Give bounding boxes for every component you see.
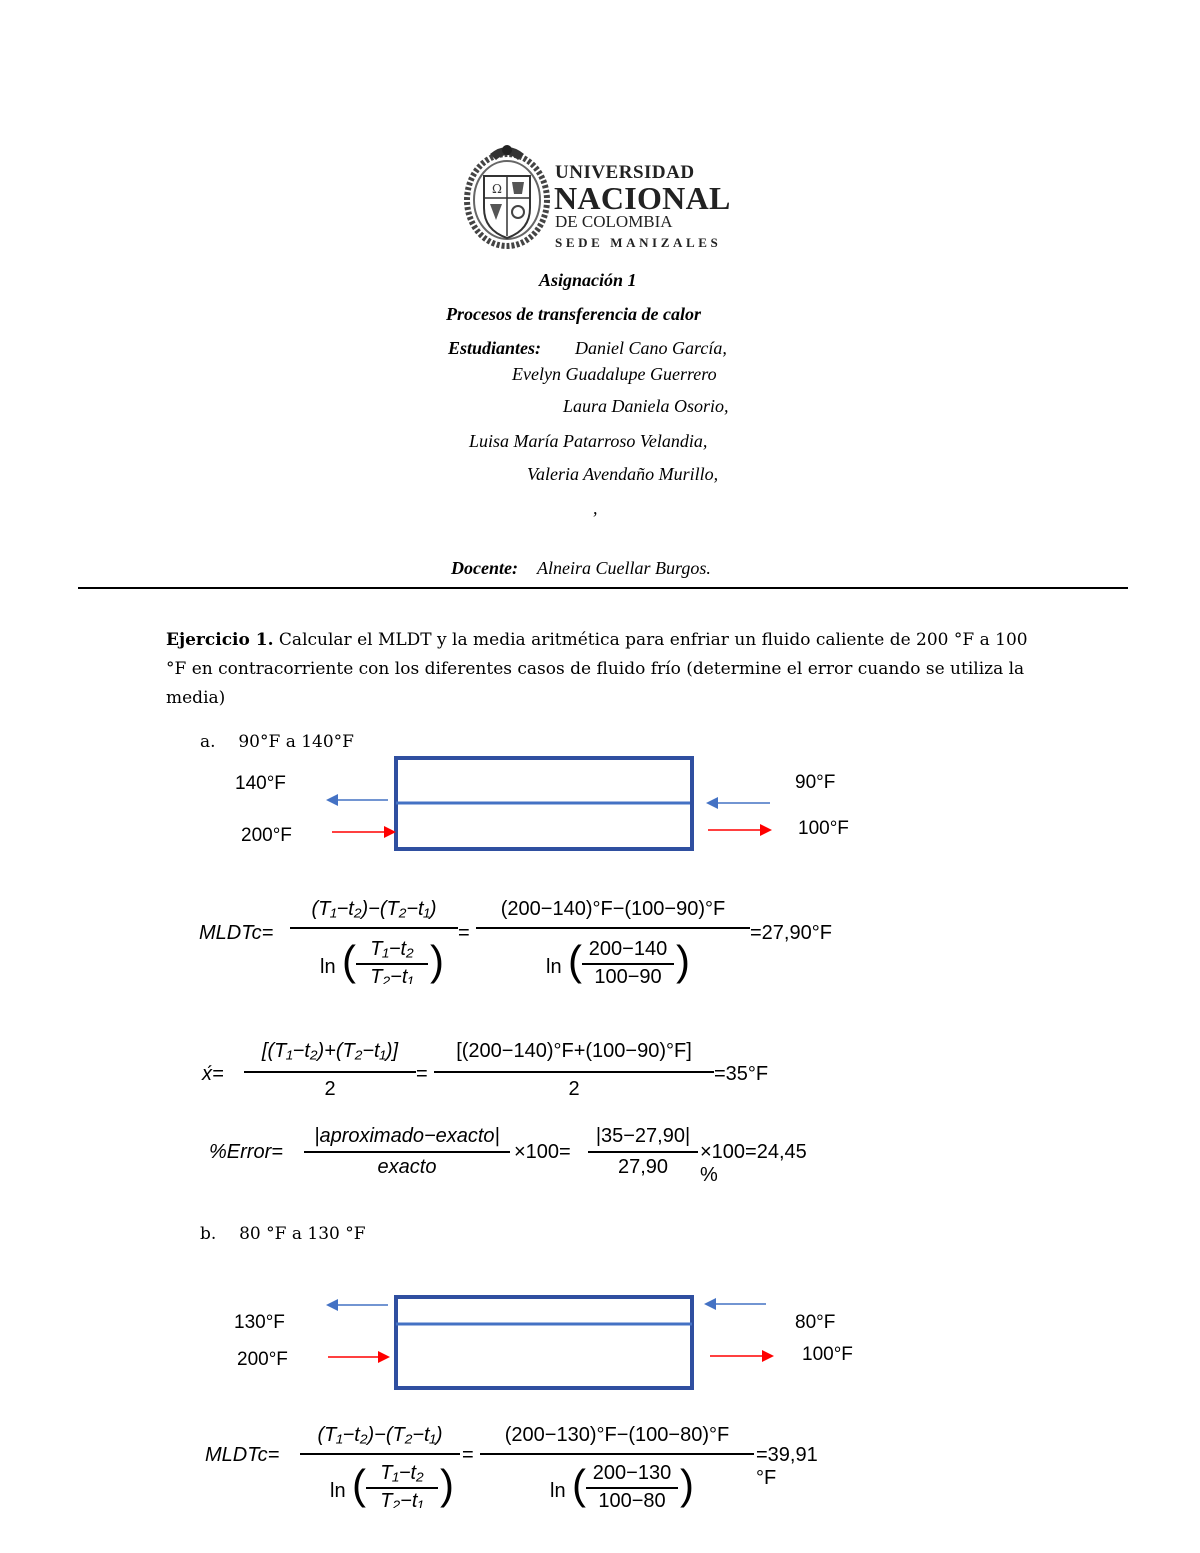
equals-sign: = bbox=[462, 1444, 474, 1466]
heat-exchanger-diagram-a bbox=[320, 755, 780, 855]
ln-fraction-denominator: 100−80 bbox=[598, 1490, 666, 1508]
students-label: Estudiantes: bbox=[448, 338, 542, 358]
cold-inlet-temp: 90°F bbox=[795, 772, 836, 793]
student-name: Evelyn Guadalupe Guerrero bbox=[512, 364, 717, 384]
hot-outlet-arrow-icon bbox=[762, 1350, 774, 1362]
university-logo bbox=[462, 138, 737, 253]
cold-outlet-temp: 130°F bbox=[234, 1312, 285, 1333]
teacher-name: Alneira Cuellar Burgos. bbox=[537, 558, 711, 578]
equals-sign: = bbox=[458, 922, 470, 944]
case-title: 90°F a 140°F bbox=[238, 732, 354, 752]
logo-line-sede: SEDE MANIZALES bbox=[555, 235, 722, 250]
mldt-lhs: MLDTc= bbox=[205, 1444, 280, 1466]
ln-symbol: ln bbox=[320, 956, 336, 978]
hot-inlet-temp: 200°F bbox=[241, 825, 292, 846]
horizontal-divider bbox=[78, 587, 1128, 589]
ln-fraction-denominator: T₂−t₁ bbox=[380, 1490, 424, 1508]
mldt-symbolic-numerator: (T₁−t₂)−(T₂−t₁) bbox=[311, 898, 437, 920]
mldt-symbolic-numerator: (T₁−t₂)−(T₂−t₁) bbox=[317, 1424, 443, 1446]
ln-symbol: ln bbox=[550, 1480, 566, 1502]
mean-denominator: 2 bbox=[568, 1078, 580, 1098]
mean-denominator: 2 bbox=[324, 1078, 336, 1098]
cold-inlet-arrow-icon bbox=[706, 797, 718, 809]
assignment-title: Asignación 1 bbox=[539, 270, 637, 290]
error-numeric-denominator: 27,90 bbox=[617, 1156, 669, 1178]
mldt-result: =39,91 °F bbox=[756, 1444, 818, 1489]
ln-fraction-numerator: T₁−t₂ bbox=[380, 1462, 424, 1484]
hot-outlet-temp: 100°F bbox=[798, 818, 849, 839]
error-numeric-numerator: |35−27,90| bbox=[595, 1125, 691, 1147]
student-name: Luisa María Patarroso Velandia, bbox=[469, 431, 708, 451]
ln-fraction-denominator: 100−90 bbox=[594, 966, 662, 984]
ln-fraction-numerator: 200−130 bbox=[592, 1462, 672, 1484]
ln-symbol: ln bbox=[546, 956, 562, 978]
ln-fraction-denominator: T₂−t₁ bbox=[370, 966, 414, 984]
case-title: 80 °F a 130 °F bbox=[239, 1224, 366, 1244]
student-name: , bbox=[593, 498, 598, 518]
logo-line-de-colombia: DE COLOMBIA bbox=[555, 212, 673, 231]
svg-text:Ω: Ω bbox=[492, 182, 502, 196]
exercise-text-line: °F en contracorriente con los diferentes casos de fluido frío (determine el error cuando se utiliza la bbox=[166, 659, 1025, 679]
student-name: Laura Daniela Osorio, bbox=[563, 396, 729, 416]
hot-outlet-arrow-icon bbox=[760, 824, 772, 836]
exercise-label: Ejercicio 1. bbox=[166, 630, 274, 650]
error-lhs: %Error= bbox=[209, 1141, 283, 1163]
mean-result: =35°F bbox=[714, 1063, 769, 1085]
case-marker: b. bbox=[200, 1224, 217, 1244]
exercise-text-line: Calcular el MLDT y la media aritmética para enfriar un fluido caliente de 200 °F a 100 bbox=[278, 630, 1028, 650]
error-symbolic-denominator: exacto bbox=[377, 1156, 437, 1178]
logo-line-universidad: UNIVERSIDAD bbox=[555, 162, 695, 183]
heat-exchanger-diagram-b bbox=[320, 1293, 780, 1393]
ln-fraction-numerator: T₁−t₂ bbox=[370, 938, 414, 960]
student-name: Daniel Cano García, bbox=[575, 338, 727, 358]
case-marker: a. bbox=[200, 732, 216, 752]
equals-sign: = bbox=[416, 1063, 428, 1085]
ln-symbol: ln bbox=[330, 1480, 346, 1502]
hot-inlet-arrow-icon bbox=[378, 1351, 390, 1363]
mldt-numeric-numerator: (200−130)°F−(100−80)°F bbox=[504, 1424, 730, 1446]
mldt-result: =27,90°F bbox=[750, 922, 832, 944]
mean-numeric-numerator: [(200−140)°F+(100−90)°F] bbox=[456, 1040, 692, 1062]
case-b-heading bbox=[200, 1220, 366, 1249]
exercise-text-line: media) bbox=[166, 688, 226, 708]
case-a-heading bbox=[200, 728, 354, 757]
cold-outlet-temp: 140°F bbox=[235, 773, 286, 794]
cold-outlet-arrow-icon bbox=[326, 794, 338, 806]
exercise-statement bbox=[166, 626, 1066, 713]
cold-inlet-arrow-icon bbox=[704, 1298, 716, 1310]
exchanger-box bbox=[396, 1297, 692, 1388]
mean-symbolic-numerator: [(T₁−t₂)+(T₂−t₁)] bbox=[261, 1040, 399, 1062]
error-result: ×100=24,45 % bbox=[700, 1141, 807, 1186]
course-subject: Procesos de transferencia de calor bbox=[446, 304, 701, 324]
ln-fraction-numerator: 200−140 bbox=[588, 938, 668, 960]
student-name: Valeria Avendaño Murillo, bbox=[527, 464, 719, 484]
mldt-numeric-numerator: (200−140)°F−(100−90)°F bbox=[500, 898, 726, 920]
mean-lhs: x́= bbox=[202, 1063, 224, 1085]
hot-outlet-temp: 100°F bbox=[802, 1344, 853, 1365]
cold-outlet-arrow-icon bbox=[326, 1299, 338, 1311]
times-hundred: ×100= bbox=[514, 1141, 571, 1163]
cold-inlet-temp: 80°F bbox=[795, 1312, 836, 1333]
error-symbolic-numerator: |aproximado−exacto| bbox=[314, 1125, 500, 1147]
logo-line-nacional: NACIONAL bbox=[554, 180, 731, 216]
mldt-lhs: MLDTc= bbox=[199, 922, 274, 944]
hot-inlet-temp: 200°F bbox=[237, 1349, 288, 1370]
teacher-label: Docente: bbox=[451, 558, 518, 578]
university-seal-icon bbox=[462, 138, 552, 250]
